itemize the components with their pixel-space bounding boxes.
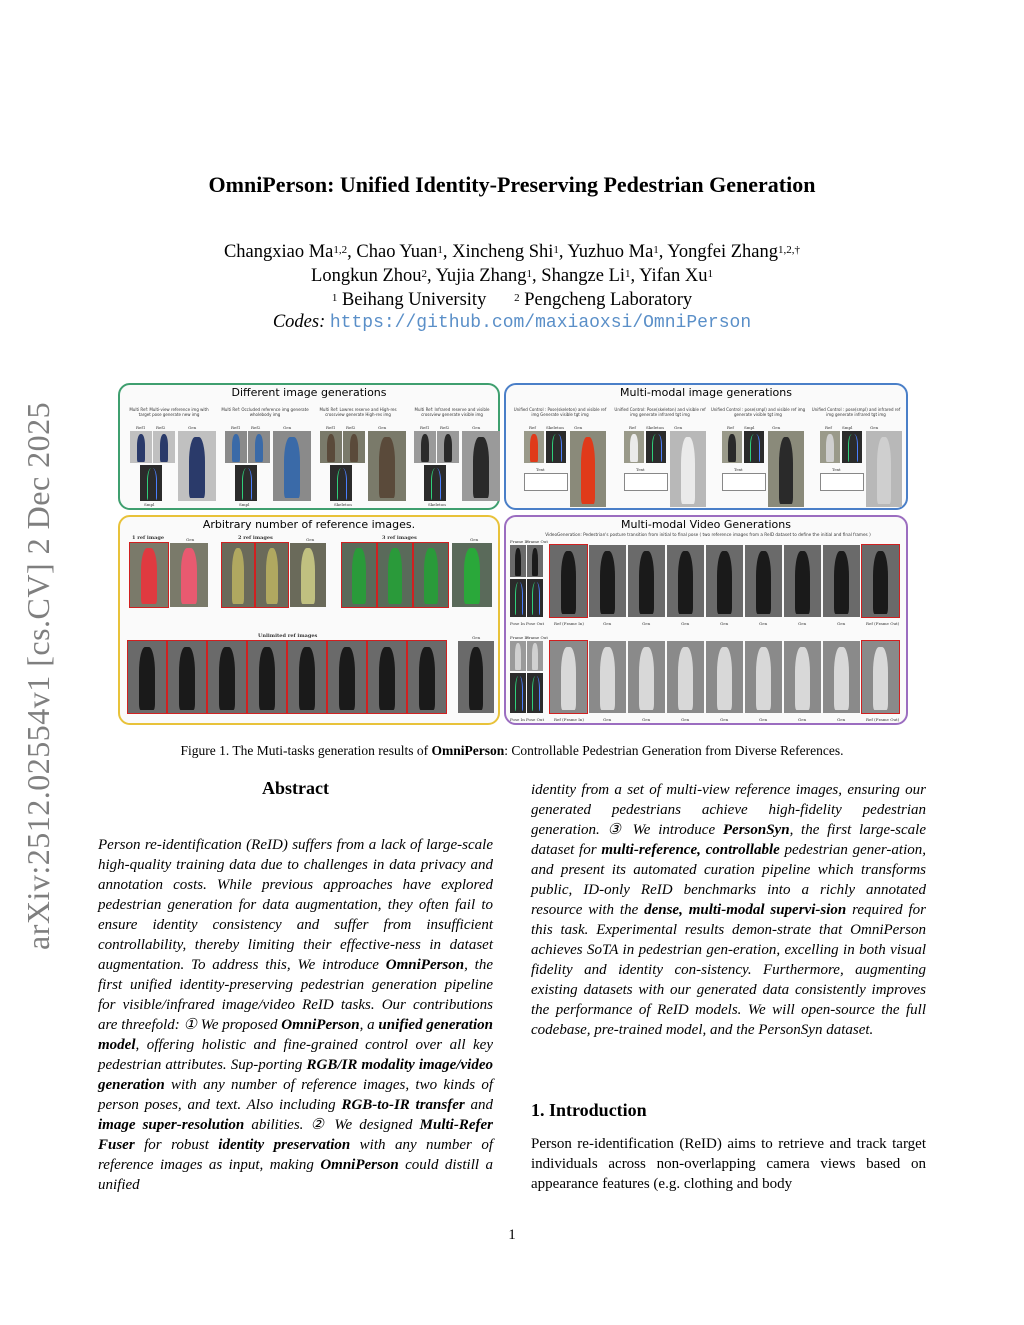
author-l2-name-2: Shangze Li <box>541 266 626 286</box>
panel-a-ref1-3 <box>414 431 436 463</box>
panel-a-pose-2 <box>330 465 352 501</box>
panel-b-pose-0 <box>546 431 566 463</box>
person-silhouette <box>515 582 523 615</box>
panel-c-unlimited-ref-7 <box>408 641 446 713</box>
arxiv-identifier: arXiv:2512.02554v1 [cs.CV] 2 Dec 2025 <box>20 401 56 950</box>
panel-c-unlimited-ref-1 <box>168 641 206 713</box>
abstract-left-seg-6: , offering holistic and fine-grained control over all key pedestrian attributes. Sup-porting <box>98 1037 493 1073</box>
panel-c-unlimited-gen <box>458 641 494 713</box>
panel-a-sub-2: Multi Ref: Occluded reference img generate wholebody img <box>221 407 309 417</box>
person-silhouette <box>327 434 336 462</box>
person-silhouette <box>728 434 736 462</box>
panel-d-video1-frame-5 <box>745 545 782 617</box>
panel-a-ref1-0 <box>130 431 152 463</box>
caption-prefix: Figure 1. The Muti-tasks generation results of <box>180 743 432 758</box>
person-silhouette <box>530 434 538 462</box>
abstract-left-seg-4: , a <box>359 1017 379 1033</box>
panel-c-1ref-gen-label: Gen <box>186 537 195 542</box>
panel-b-ref-label-2: Ref <box>727 425 734 430</box>
panel-b-ref-label-1: Ref <box>629 425 636 430</box>
panel-a-ref2-label-3: Ref2 <box>440 425 450 430</box>
panel-d-gen-label-1-2: Gen <box>642 621 651 626</box>
panel-d-gen-label-1-3: Gen <box>681 621 690 626</box>
panel-d-frame-in-2 <box>510 641 526 671</box>
abstract-left-seg-16: with any number of reference images as input, making <box>98 1137 493 1173</box>
abstract-right-seg-6: required for this task. Experimental results demon-strate that OmniPerson achieves SoTA in pedestrian gen-eration, excelling in both visual fidelity and identity con-sistency. Furthermore, augmenting existing datasets with our generated data consistently improves the performance of ReID models. We will open-source the full codebase, pre-trained model, and the PersonSyn dataset. <box>531 902 926 1038</box>
panel-b-gen-label-3: Gen <box>870 425 879 430</box>
figure-caption <box>0 743 1024 759</box>
panel-a-ref2-3 <box>437 431 459 463</box>
panel-b-sub-3: Unified Control : pose(smpl) and visible ref img generate visible tgt img <box>710 407 806 417</box>
panel-different-image-generations <box>118 383 500 510</box>
abstract-body-left <box>98 835 493 1195</box>
panel-a-title: Different image generations <box>231 386 387 399</box>
panel-b-gen-label-0: Gen <box>574 425 583 430</box>
panel-d-frame-out-label-1: Frame Out <box>526 539 548 544</box>
panel-b-pose-label-3: Smpl <box>842 425 853 430</box>
panel-c-2ref-ref1 <box>222 543 254 607</box>
panel-d-pose-out-label-1: Pose Out <box>526 621 545 626</box>
abstract-right-seg-4: pedestrian gener-ation, and present its automated curation pipeline which transforms public, ID-only ReID benchmarks into a richly annotated resource with the <box>531 842 927 918</box>
panel-multi-modal-image-generations <box>504 383 908 510</box>
abstract-right-seg-5: dense, multi-modal supervi-sion <box>644 902 847 918</box>
author-l2-name-1: Yujia Zhang <box>435 266 527 286</box>
person-silhouette <box>232 434 241 462</box>
person-silhouette <box>795 647 810 710</box>
abstract-left-seg-0: Person re-identification (ReID) suffers from a lack of large-scale high-quality training data due to challenges in data privacy and annotation costs. While previous approaches have explored pedestrian generation for data augmentation, they often fail to ensure identity consistency and suffer from insufficient controllability, thereby limiting their effective-ness in dataset augmentation. To address this, We introduce <box>98 837 493 973</box>
abstract-left-seg-13: Multi-Refer Fuser <box>98 1117 493 1153</box>
panel-d-video2-frame-8 <box>862 641 899 713</box>
panel-a-pose-0 <box>140 465 162 501</box>
label-unlimited-ref: Unlimited ref images <box>258 633 318 639</box>
person-silhouette <box>219 647 234 710</box>
panel-a-pose-label-3: Skeleton <box>428 502 446 507</box>
panel-c-2ref-gen <box>290 543 326 607</box>
panel-d-video1-frame-3 <box>667 545 704 617</box>
panel-a-ref1-label-3: Ref1 <box>420 425 430 430</box>
panel-d-frame-out-1 <box>527 545 543 577</box>
authors-line-1: Changxiao Ma$^{1,2}$, Chao Yuan$^1$, Xincheng Shi$^1$, Yuzhuo Ma$^1$, Yongfei Zhang$^{1,2,\dagger}$ <box>223 242 801 262</box>
author-l1-affil-2: 1 <box>553 244 559 256</box>
panel-c-3ref-ref1 <box>342 543 376 607</box>
person-silhouette <box>469 647 483 710</box>
panel-d-gen-label-1-1: Gen <box>603 621 612 626</box>
panel-a-gen-0 <box>178 431 216 501</box>
abstract-left-seg-1: OmniPerson <box>385 957 465 973</box>
panel-d-frame-in-1 <box>510 545 526 577</box>
person-silhouette <box>795 551 810 614</box>
panel-d-video1-frame-8 <box>862 545 899 617</box>
panel-a-gen-label-1: Gen <box>283 425 292 430</box>
person-silhouette <box>379 437 394 499</box>
panel-a-ref2-2 <box>343 431 365 463</box>
author-l2-name-0: Longkun Zhou <box>311 266 422 286</box>
author-l1-name-2: Xincheng Shi <box>452 242 554 262</box>
person-silhouette <box>379 647 394 710</box>
person-silhouette <box>255 434 264 462</box>
person-silhouette <box>352 548 366 604</box>
panel-d-gen-label-2-6: Gen <box>798 717 807 722</box>
person-silhouette <box>639 647 654 710</box>
panel-a-pose-3 <box>424 465 446 501</box>
abstract-left-seg-15: identity preservation <box>218 1137 351 1153</box>
abstract-left-seg-18: could distill a unified <box>98 1157 494 1193</box>
abstract-right-seg-2: , the first large-scale dataset for <box>531 822 926 858</box>
affiliations <box>0 288 1024 312</box>
person-silhouette <box>532 582 540 615</box>
panel-b-text-label-3: Text <box>832 467 841 472</box>
panel-d-video1-frame-2 <box>628 545 665 617</box>
panel-b-text-label-1: Text <box>636 467 645 472</box>
author-l1-affil-1: 1 <box>437 244 443 256</box>
person-silhouette <box>160 434 169 462</box>
panel-d-pose-out-label-2: Pose Out <box>526 717 545 722</box>
person-silhouette <box>678 647 693 710</box>
panel-c-1ref-gen <box>170 543 208 607</box>
abstract-left-seg-12: abilities. ② We designed <box>244 1117 420 1133</box>
author-l2-name-3: Yifan Xu <box>639 266 708 286</box>
person-silhouette <box>266 548 279 604</box>
panel-b-text-box-2 <box>722 473 766 491</box>
panel-a-ref2-label-0: Ref2 <box>156 425 166 430</box>
panel-d-video2-frame-7 <box>823 641 860 713</box>
abstract-left-seg-14: for robust <box>134 1137 219 1153</box>
label-2-ref: 2 ref images <box>238 535 273 541</box>
panel-b-ref-3 <box>820 431 840 463</box>
person-silhouette <box>421 434 430 462</box>
panel-d-gen-label-1-5: Gen <box>759 621 768 626</box>
person-silhouette <box>532 548 538 576</box>
panel-a-ref1-1 <box>225 431 247 463</box>
panel-a-gen-3 <box>462 431 500 501</box>
panel-c-unlimited-ref-3 <box>248 641 286 713</box>
panel-b-ref-1 <box>624 431 644 463</box>
person-silhouette <box>848 434 858 462</box>
person-silhouette <box>473 437 488 499</box>
person-silhouette <box>242 468 253 500</box>
person-silhouette <box>717 647 732 710</box>
panel-b-ref-2 <box>722 431 742 463</box>
codes-link[interactable]: https://github.com/maxiaoxsi/OmniPerson <box>329 313 752 333</box>
panel-d-video1-frame-7 <box>823 545 860 617</box>
introduction-body: Person re-identification (ReID) aims to retrieve and track target individuals across non-overlapping camera views based on appearance features (e.g. clothing and body <box>531 1136 926 1192</box>
panel-a-ref2-0 <box>153 431 175 463</box>
panel-d-sub: VideoGeneration: Pedestrian's posture transition from initial to final pose ( two reference images from a ReID dataset to define the initial and final frames ) <box>545 532 871 537</box>
person-silhouette <box>464 548 480 604</box>
page-number: 1 <box>508 1227 516 1243</box>
panel-c-unlimited-gen-label: Gen <box>472 635 481 640</box>
panel-a-gen-1 <box>273 431 311 501</box>
panel-d-video2-frame-4 <box>706 641 743 713</box>
person-silhouette <box>179 647 194 710</box>
panel-a-pose-label-2: Skeleton <box>334 502 352 507</box>
person-silhouette <box>639 551 654 614</box>
person-silhouette <box>834 551 849 614</box>
person-silhouette <box>552 434 562 462</box>
person-silhouette <box>339 647 354 710</box>
panel-b-gen-2 <box>768 431 804 507</box>
panel-b-ref-label-0: Ref <box>529 425 536 430</box>
person-silhouette <box>877 437 891 504</box>
abstract-left-seg-10: and <box>464 1097 493 1113</box>
label-3-ref: 3 ref images <box>382 535 417 541</box>
panel-b-text-label-0: Text <box>536 467 545 472</box>
abstract-left-seg-8: with any number of reference images, two kinds of person poses, and text. Also including <box>98 1077 493 1113</box>
panel-b-title: Multi-modal image generations <box>620 386 792 399</box>
figure-1 <box>118 383 908 728</box>
panel-b-gen-label-2: Gen <box>772 425 781 430</box>
author-l1-name-4: Yongfei Zhang <box>667 242 779 262</box>
panel-d-ref-frame-in-label-2: Ref (Frame In) <box>554 717 584 722</box>
panel-arbitrary-reference-images <box>118 515 500 725</box>
person-silhouette <box>873 647 888 710</box>
abstract-right-seg-3: multi-reference, controllable <box>601 842 780 858</box>
panel-c-unlimited-ref-5 <box>328 641 366 713</box>
panel-d-gen-label-1-7: Gen <box>837 621 846 626</box>
person-silhouette <box>515 676 523 711</box>
author-l2-affil-1: 1 <box>526 268 533 280</box>
affil-2-number: 2 <box>514 292 520 304</box>
panel-b-sub-1: Unified Control : Pose(skeleton) and visible ref img Generate visible tgt img <box>513 407 607 417</box>
person-silhouette <box>581 437 595 504</box>
panel-d-pose-out-1 <box>527 579 543 617</box>
person-silhouette <box>424 548 438 604</box>
panel-a-sub-4: Multi Ref: Infrared reserve and visible crossview generate visible img <box>414 407 490 417</box>
person-silhouette <box>284 437 299 499</box>
author-l1-affil-4: 1,2,† <box>778 244 801 256</box>
panel-b-text-box-3 <box>820 473 864 491</box>
panel-c-unlimited-ref-6 <box>368 641 406 713</box>
panel-c-2ref-ref2 <box>256 543 288 607</box>
person-silhouette <box>141 548 156 604</box>
person-silhouette <box>561 551 576 614</box>
panel-b-gen-0 <box>570 431 606 507</box>
panel-d-video2-frame-6 <box>784 641 821 713</box>
panel-d-gen-label-2-7: Gen <box>837 717 846 722</box>
panel-c-3ref-gen-label: Gen <box>470 537 479 542</box>
panel-a-ref1-label-0: Ref1 <box>136 425 146 430</box>
panel-d-video2-frame-3 <box>667 641 704 713</box>
panel-b-text-box-1 <box>624 473 668 491</box>
panel-a-pose-label-0: Smpl <box>144 502 155 507</box>
panel-a-pose-1 <box>235 465 257 501</box>
affil-1-number: 1 <box>331 292 338 304</box>
panel-d-pose-in-2 <box>510 673 526 713</box>
panel-b-gen-3 <box>866 431 902 507</box>
abstract-right-seg-0: identity from a set of multi-view reference images, ensuring our generated pedestrians achieve high-fidelity pedestrian generation. ③ We introduce <box>531 782 926 838</box>
panel-d-gen-label-2-2: Gen <box>642 717 651 722</box>
person-silhouette <box>232 548 245 604</box>
person-silhouette <box>137 434 146 462</box>
panel-c-unlimited-ref-2 <box>208 641 246 713</box>
abstract-left-seg-17: OmniPerson <box>320 1157 399 1173</box>
person-silhouette <box>189 437 204 499</box>
affil-1: Beihang University <box>341 290 487 310</box>
person-silhouette <box>301 548 315 604</box>
panel-a-ref1-label-1: Ref1 <box>231 425 241 430</box>
person-silhouette <box>181 548 196 604</box>
person-silhouette <box>678 551 693 614</box>
person-silhouette <box>419 647 434 710</box>
person-silhouette <box>681 437 695 504</box>
panel-b-pose-1 <box>646 431 666 463</box>
panel-d-title: Multi-modal Video Generations <box>621 518 791 531</box>
panel-d-pose-in-label-2: Pose In <box>510 717 525 722</box>
abstract-right-seg-1: PersonSyn <box>722 822 790 838</box>
person-silhouette <box>717 551 732 614</box>
label-1-ref: 1 ref image <box>132 535 165 541</box>
panel-a-sub-3: Multi Ref: Lowres reserve and High-res crossview generate High-res img <box>319 407 397 417</box>
abstract-left-seg-7: RGB/IR modality image/video generation <box>98 1057 493 1093</box>
panel-a-ref1-2 <box>320 431 342 463</box>
panel-d-gen-label-2-1: Gen <box>603 717 612 722</box>
panel-b-pose-label-2: Smpl <box>744 425 755 430</box>
panel-a-pose-label-1: Smpl <box>239 502 250 507</box>
abstract-body-right <box>531 780 926 1040</box>
author-l1-name-0: Changxiao Ma <box>223 242 334 262</box>
affil-2: Pengcheng Laboratory <box>524 290 693 310</box>
abstract-heading: Abstract <box>262 778 329 798</box>
person-silhouette <box>779 437 793 504</box>
person-silhouette <box>388 548 402 604</box>
panel-c-2ref-gen-label: Gen <box>306 537 315 542</box>
person-silhouette <box>431 468 442 500</box>
panel-d-pose-out-2 <box>527 673 543 713</box>
author-l2-affil-2: 1 <box>625 268 631 280</box>
panel-b-pose-3 <box>842 431 862 463</box>
panel-d-video1-frame-1 <box>589 545 626 617</box>
panel-d-gen-label-1-6: Gen <box>798 621 807 626</box>
panel-d-gen-label-1-4: Gen <box>720 621 729 626</box>
panel-c-3ref-gen <box>452 543 492 607</box>
panel-a-ref2-label-1: Ref2 <box>251 425 261 430</box>
person-silhouette <box>600 551 615 614</box>
person-silhouette <box>299 647 314 710</box>
panel-d-gen-label-2-5: Gen <box>759 717 768 722</box>
author-l1-name-3: Yuzhuo Ma <box>567 242 654 262</box>
panel-b-ref-label-3: Ref <box>825 425 832 430</box>
panel-b-gen-label-1: Gen <box>674 425 683 430</box>
person-silhouette <box>561 647 576 710</box>
panel-d-frame-out-label-2: Frame Out <box>526 635 548 640</box>
panel-b-ref-0 <box>524 431 544 463</box>
person-silhouette <box>515 548 521 576</box>
panel-d-video2-frame-1 <box>589 641 626 713</box>
panel-d-frame-out-2 <box>527 641 543 671</box>
panel-d-video2-frame-5 <box>745 641 782 713</box>
panel-b-pose-label-0: Skeleton <box>546 425 564 430</box>
author-l1-affil-3: 1 <box>653 244 659 256</box>
author-l1-affil-0: 1,2 <box>333 244 348 256</box>
panel-d-ref-frame-in-label-1: Ref (Frame In) <box>554 621 584 626</box>
panel-d-pose-in-label-1: Pose In <box>510 621 525 626</box>
caption-bold: OmniPerson <box>431 743 505 758</box>
panel-d-video2-frame-2 <box>628 641 665 713</box>
panel-a-gen-label-0: Gen <box>188 425 197 430</box>
panel-b-gen-1 <box>670 431 706 507</box>
person-silhouette <box>259 647 274 710</box>
panel-a-gen-label-3: Gen <box>472 425 481 430</box>
panel-d-video2-frame-0 <box>550 641 587 713</box>
introduction-heading: 1. Introduction <box>531 1100 647 1120</box>
abstract-left-seg-9: RGB-to-IR transfer <box>341 1097 465 1113</box>
panel-d-ref-frame-out-label-1: Ref (Frame Out) <box>866 621 900 626</box>
person-silhouette <box>834 647 849 710</box>
person-silhouette <box>337 468 348 500</box>
panel-d-frame-in-label-1: Frame In <box>510 539 529 544</box>
panel-multi-modal-video-generations <box>504 515 908 725</box>
person-silhouette <box>532 676 540 711</box>
person-silhouette <box>139 647 154 710</box>
abstract-left-seg-2: , the first unified identity-preserving pedestrian generation pipeline for visible/infrared image/video ReID tasks. Our contributions are threefold: ① We proposed <box>98 957 494 1033</box>
person-silhouette <box>756 647 771 710</box>
panel-d-video1-frame-4 <box>706 545 743 617</box>
panel-d-ref-frame-out-label-2: Ref (Frame Out) <box>866 717 900 722</box>
person-silhouette <box>444 434 453 462</box>
person-silhouette <box>600 647 615 710</box>
caption-suffix: : Controllable Pedestrian Generation from Diverse References. <box>504 743 844 758</box>
abstract-left-seg-3: OmniPerson <box>281 1017 360 1033</box>
panel-b-pose-label-1: Skeleton <box>646 425 664 430</box>
abstract-left-seg-11: image super-resolution <box>98 1117 245 1133</box>
authors-line-2: Longkun Zhou$^2$, Yujia Zhang$^1$, Shangze Li$^1$, Yifan Xu$^1$ <box>311 266 713 286</box>
panel-d-frame-in-label-2: Frame In <box>510 635 529 640</box>
person-silhouette <box>532 643 538 669</box>
author-l2-affil-3: 1 <box>707 268 713 280</box>
panel-d-pose-in-1 <box>510 579 526 617</box>
panel-b-text-box-0 <box>524 473 568 491</box>
person-silhouette <box>630 434 638 462</box>
panel-c-title: Arbitrary number of reference images. <box>202 518 416 531</box>
panel-a-gen-label-2: Gen <box>378 425 387 430</box>
panel-d-video1-frame-6 <box>784 545 821 617</box>
panel-c-3ref-ref3 <box>414 543 448 607</box>
panel-b-sub-4: Unified Control : pose(smpl) and infrared ref img generate infrared tgt img <box>811 407 901 417</box>
panel-d-gen-label-2-3: Gen <box>681 717 690 722</box>
panel-b-text-label-2: Text <box>734 467 743 472</box>
panel-d-video1-frame-0 <box>550 545 587 617</box>
codes-line <box>0 312 1024 333</box>
person-silhouette <box>652 434 662 462</box>
person-silhouette <box>750 434 760 462</box>
paper-title: OmniPerson: Unified Identity-Preserving Pedestrian Generation <box>208 172 816 197</box>
person-silhouette <box>350 434 359 462</box>
person-silhouette <box>873 551 888 614</box>
author-l2-affil-0: 2 <box>421 268 428 280</box>
panel-d-gen-label-2-4: Gen <box>720 717 729 722</box>
person-silhouette <box>826 434 834 462</box>
panel-a-gen-2 <box>368 431 406 501</box>
panel-c-unlimited-ref-4 <box>288 641 326 713</box>
panel-c-3ref-ref2 <box>378 543 412 607</box>
abstract-left-seg-5: unified generation model <box>98 1017 493 1053</box>
panel-c-unlimited-ref-0 <box>128 641 166 713</box>
panel-a-ref1-label-2: Ref1 <box>326 425 336 430</box>
panel-b-sub-2: Unified Control: Pose(skeleton) and visible ref img generate infrared tgt img <box>614 407 706 417</box>
person-silhouette <box>756 551 771 614</box>
codes-label: Codes: <box>272 312 326 332</box>
panel-a-ref2-label-2: Ref2 <box>346 425 356 430</box>
person-silhouette <box>147 468 158 500</box>
panel-c-1ref-ref <box>130 543 168 607</box>
person-silhouette <box>515 643 521 669</box>
panel-b-pose-2 <box>744 431 764 463</box>
panel-a-sub-1: Multi Ref: Multi-view reference img with target pose generate new img <box>129 407 209 417</box>
author-l1-name-1: Chao Yuan <box>356 242 438 262</box>
panel-a-ref2-1 <box>248 431 270 463</box>
